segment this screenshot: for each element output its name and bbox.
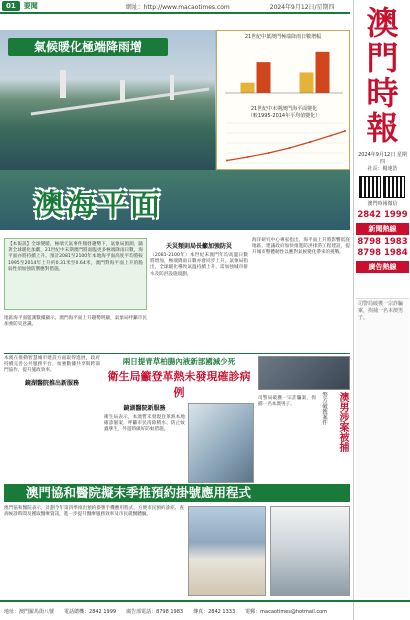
article-subhead: 鏡湖醫院新服務 [123,405,166,412]
lead-paragraph-box [4,238,147,310]
article-column [252,238,350,350]
article-text: 司警局破獲一宗詐騙案，拘捕一名本澳男子。 [258,396,316,408]
chart-point [226,160,228,162]
masthead-column [353,0,410,620]
sea-level-line-chart [217,119,350,169]
article-text: 澳門協和醫院表示，計劃今年第四季推出預約掛號手機應用程式，方便市民預約診症、查詢候診時間及獲取醫療資訊，進一步提升醫療服務效率及市民就醫體驗。 [4,506,184,518]
footer-fax: 傳真：2842 1333 [193,608,236,615]
issue-meta: 社長：楊速浩 [367,166,398,172]
hotline-panel [356,210,409,275]
tower-shape [60,70,66,98]
footer-email[interactable]: 電郵：macaotimes@hotmail.com [245,608,328,615]
bottom-story [4,484,350,596]
masthead-bar [0,0,350,14]
wechat-label: 澳門時報微信 [367,201,398,207]
story-kicker: 兩日提青草柏腸內液新部國減少死 [122,357,236,366]
story-kicker: 警方破獲案件 [321,392,327,425]
chart-bar [300,72,314,93]
police-photo [258,356,350,390]
article-column [4,506,184,596]
qr-codes [359,176,405,198]
hospital-interior-photo [270,506,350,596]
qr-code-icon[interactable] [359,176,381,198]
hospital-building-photo [188,506,266,596]
chart-series-line [227,131,345,161]
chart-point [309,141,311,143]
chart-title: 21世紀中末期澳門海平面變化 [250,106,318,112]
article-text: 海洋研究中心專家指出，海平面上升將影響低窪地區，建議政府加快推進防洪排澇工程建設，提升城市整體韌性以應對氣候變化帶來的挑戰。 [252,238,350,256]
side-advert [356,298,409,598]
logo-char: 澳 [366,4,399,42]
story-headline: 澳男涉案被捕 [337,392,348,452]
article-column [150,238,248,350]
chart-title: 21世紀中葉澳門極端降雨日數增幅 [244,34,322,40]
footer [0,600,410,620]
edition-info [356,152,409,173]
ad-hotline-number: 8798 1983 [357,237,408,247]
main-subheadline [36,226,341,230]
topic-banner: 氣候暖化極端降雨增 [8,38,168,56]
footer-phone: 電話總機：2842 1999 [64,608,117,615]
side-advert-text: 司警局破獲一宗詐騙案，拘捕一名本澳男子。 [358,301,404,321]
section-label: 要聞 [23,2,38,10]
qr-code-icon[interactable] [383,176,405,198]
middle-story [104,356,254,476]
chart-bar [257,62,271,93]
chart-point [330,135,332,137]
chart-point [268,152,270,154]
story-headline: 衛生局籲登革熱未發現確診病例 [107,370,251,399]
tower-shape [170,75,174,100]
edition-date: 2024年9月12日 星期四 [358,152,407,165]
newspaper-logo[interactable] [356,6,409,150]
chart-subtitle: （較1995-2014年平均值變化） [247,113,321,119]
left-story [4,356,100,476]
footer-ad-phone: 廣告部電話：8798 1983 [126,608,184,615]
news-hotline-number: 2842 1999 [357,210,408,220]
article-subhead: 鏡湖醫院推出新服務 [24,379,79,387]
bottom-headline: 澳門協和醫院擬末季推預約掛號應用程式 [4,484,350,502]
right-story [258,356,350,476]
news-hotline-label: 新聞熱線 [356,223,409,235]
article-text: （2081-2100年）本世紀末澳門年均高溫日數將增加，極端降雨日數亦會同步上升。氣象局指出，全球暖化導致氣溫持續上升，需加強城市排水及防洪設施規劃。 [150,253,248,277]
section-divider [4,353,350,354]
lead-paragraph: 【本報訊】全球變暖、極端天氣事件頻發趨勢下，氣象局預測，隨著全球暖化加劇，21世紀中末期澳門將面臨更多極端降雨日數，海平面亦將持續上升。預計2081至2100年本地海平面高度平均將較1995至2014年上升約0.31米至0.64米，澳門對海平面上升的脆弱性須加強防禦應對措施。 [8,242,143,272]
page-number-badge: 01 [2,1,20,11]
tower-shape [120,80,125,102]
ad-hotline-label: 廣告熱線 [356,261,409,273]
article-column [4,316,147,350]
hero-section [0,30,350,230]
chart-bar [316,52,330,93]
chart-point [288,147,290,149]
logo-char: 門 [366,39,399,77]
health-photo [188,403,254,483]
site-url[interactable]: 網址：http://www.macaotimes.com [125,3,230,11]
logo-char: 報 [366,109,399,147]
chart-point [344,130,346,132]
article-subhead: 天災頻則局長籲加強防災 [165,243,232,250]
article-text: 本澳在推動智慧城市建設方面取得進展，政府持續完善公共服務平台，加強數據共享與跨部門協作，提升施政效率。 [4,356,100,374]
footer-address: 地址：澳門羅馬街八號 [4,608,55,615]
rainfall-bar-chart [217,41,350,99]
issue-date: 2024年9月12日/星期四 [269,3,335,11]
logo-char: 時 [366,74,399,112]
article-text: 地區海平面監測數據顯示，澳門海平面上升趨勢明顯，氣象局呼籲市民加強防災意識。 [4,316,147,328]
chart-bar [241,83,255,93]
chart-point [247,156,249,158]
article-text: 衛生局表示，本澳暫未發現登革熱本地確診個案，呼籲市民清除積水、防止蚊蟲孳生，外遊時做好防蚊措施。 [104,415,185,433]
chart-card [216,30,350,170]
main-headline: 澳海平面 [34,188,162,223]
ad-hotline-number: 8798 1984 [357,248,408,258]
